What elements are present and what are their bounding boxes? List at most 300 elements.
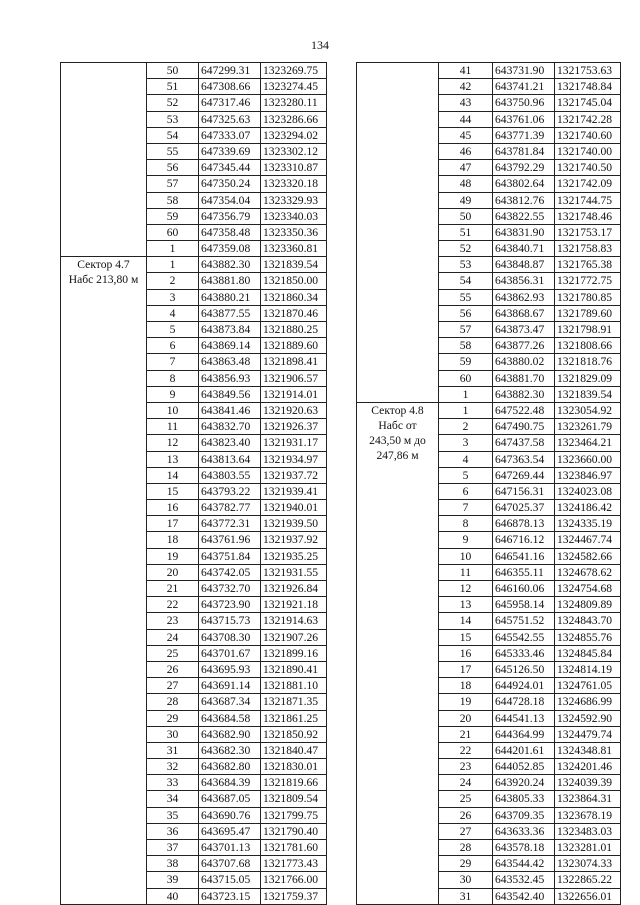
y-coordinate-cell: 1323310.87: [261, 160, 327, 176]
y-coordinate-cell: 1323294.02: [261, 127, 327, 143]
y-coordinate-cell: 1323329.93: [261, 192, 327, 208]
point-number-cell: 26: [147, 661, 199, 677]
x-coordinate-cell: 646878.13: [493, 516, 555, 532]
y-coordinate-cell: 1323660.00: [555, 451, 621, 467]
y-coordinate-cell: 1321753.63: [555, 63, 621, 79]
x-coordinate-cell: 643723.90: [199, 597, 261, 613]
right-coordinates-table: [356, 62, 621, 905]
point-number-cell: 55: [439, 289, 493, 305]
point-number-cell: 59: [439, 354, 493, 370]
y-coordinate-cell: 1324186.42: [555, 500, 621, 516]
point-number-cell: 32: [147, 759, 199, 775]
point-number-cell: 4: [147, 305, 199, 321]
x-coordinate-cell: 645751.52: [493, 613, 555, 629]
point-number-cell: 44: [439, 111, 493, 127]
point-number-cell: 56: [147, 160, 199, 176]
sector-label-line: Набс 213,80 м: [68, 273, 139, 287]
point-number-cell: 5: [439, 467, 493, 483]
y-coordinate-cell: 1321818.76: [555, 354, 621, 370]
y-coordinate-cell: 1324039.39: [555, 775, 621, 791]
y-coordinate-cell: 1321931.55: [261, 564, 327, 580]
point-number-cell: 58: [439, 338, 493, 354]
x-coordinate-cell: 643881.70: [493, 370, 555, 386]
y-coordinate-cell: 1321758.83: [555, 241, 621, 257]
point-number-cell: 12: [147, 435, 199, 451]
point-number-cell: 51: [439, 224, 493, 240]
x-coordinate-cell: 647308.66: [199, 79, 261, 95]
y-coordinate-cell: 1321926.84: [261, 581, 327, 597]
y-coordinate-cell: 1321789.60: [555, 305, 621, 321]
x-coordinate-cell: 647345.44: [199, 160, 261, 176]
point-number-cell: 26: [439, 807, 493, 823]
y-coordinate-cell: 1321926.37: [261, 419, 327, 435]
y-coordinate-cell: 1321772.75: [555, 273, 621, 289]
x-coordinate-cell: 643856.31: [493, 273, 555, 289]
y-coordinate-cell: 1324686.99: [555, 694, 621, 710]
x-coordinate-cell: 647025.37: [493, 500, 555, 516]
y-coordinate-cell: 1321748.84: [555, 79, 621, 95]
y-coordinate-cell: 1322656.01: [555, 888, 621, 904]
x-coordinate-cell: 643831.90: [493, 224, 555, 240]
x-coordinate-cell: 643684.39: [199, 775, 261, 791]
x-coordinate-cell: 643772.31: [199, 516, 261, 532]
x-coordinate-cell: 643542.40: [493, 888, 555, 904]
y-coordinate-cell: 1321809.54: [261, 791, 327, 807]
point-number-cell: 20: [439, 710, 493, 726]
x-coordinate-cell: 643708.30: [199, 629, 261, 645]
table-row: [61, 63, 327, 79]
x-coordinate-cell: 647156.31: [493, 483, 555, 499]
point-number-cell: 25: [439, 791, 493, 807]
point-number-cell: 50: [439, 208, 493, 224]
y-coordinate-cell: 1321907.26: [261, 629, 327, 645]
x-coordinate-cell: 643862.93: [493, 289, 555, 305]
point-number-cell: 53: [439, 257, 493, 273]
point-number-cell: 23: [439, 759, 493, 775]
y-coordinate-cell: 1321899.16: [261, 645, 327, 661]
y-coordinate-cell: 1323269.75: [261, 63, 327, 79]
y-coordinate-cell: 1323274.45: [261, 79, 327, 95]
y-coordinate-cell: 1323340.03: [261, 208, 327, 224]
point-number-cell: 15: [147, 483, 199, 499]
x-coordinate-cell: 643877.26: [493, 338, 555, 354]
y-coordinate-cell: 1324814.19: [555, 661, 621, 677]
point-number-cell: 58: [147, 192, 199, 208]
point-number-cell: 5: [147, 322, 199, 338]
y-coordinate-cell: 1321871.35: [261, 694, 327, 710]
y-coordinate-cell: 1321920.63: [261, 402, 327, 418]
x-coordinate-cell: 647325.63: [199, 111, 261, 127]
point-number-cell: 9: [439, 532, 493, 548]
sector-label-line: 243,50 м до: [369, 433, 426, 447]
x-coordinate-cell: 643863.48: [199, 354, 261, 370]
x-coordinate-cell: 647437.58: [493, 435, 555, 451]
y-coordinate-cell: 1324843.70: [555, 613, 621, 629]
x-coordinate-cell: 643832.70: [199, 419, 261, 435]
y-coordinate-cell: 1321939.41: [261, 483, 327, 499]
y-coordinate-cell: 1321765.38: [555, 257, 621, 273]
y-coordinate-cell: 1321890.41: [261, 661, 327, 677]
point-number-cell: 30: [439, 872, 493, 888]
point-number-cell: 8: [147, 370, 199, 386]
y-coordinate-cell: 1323074.33: [555, 856, 621, 872]
point-number-cell: 43: [439, 95, 493, 111]
x-coordinate-cell: 643869.14: [199, 338, 261, 354]
sector-label-line: Набс от: [378, 418, 417, 432]
point-number-cell: 48: [439, 176, 493, 192]
point-number-cell: 29: [147, 710, 199, 726]
y-coordinate-cell: 1323280.11: [261, 95, 327, 111]
point-number-cell: 7: [147, 354, 199, 370]
y-coordinate-cell: 1321753.17: [555, 224, 621, 240]
y-coordinate-cell: 1324348.81: [555, 742, 621, 758]
sector-cell: [357, 63, 439, 403]
point-number-cell: 54: [439, 273, 493, 289]
x-coordinate-cell: 647350.24: [199, 176, 261, 192]
y-coordinate-cell: 1321931.17: [261, 435, 327, 451]
point-number-cell: 41: [439, 63, 493, 79]
x-coordinate-cell: 643781.84: [493, 143, 555, 159]
x-coordinate-cell: 645542.55: [493, 629, 555, 645]
y-coordinate-cell: 1324479.74: [555, 726, 621, 742]
point-number-cell: 28: [147, 694, 199, 710]
x-coordinate-cell: 643731.90: [493, 63, 555, 79]
point-number-cell: 19: [147, 548, 199, 564]
point-number-cell: 49: [439, 192, 493, 208]
y-coordinate-cell: 1321914.01: [261, 386, 327, 402]
point-number-cell: 38: [147, 856, 199, 872]
x-coordinate-cell: 647522.48: [493, 402, 555, 418]
x-coordinate-cell: 643793.22: [199, 483, 261, 499]
x-coordinate-cell: 643802.64: [493, 176, 555, 192]
point-number-cell: 30: [147, 726, 199, 742]
y-coordinate-cell: 1321799.75: [261, 807, 327, 823]
y-coordinate-cell: 1324335.19: [555, 516, 621, 532]
x-coordinate-cell: 643578.18: [493, 840, 555, 856]
y-coordinate-cell: 1321906.57: [261, 370, 327, 386]
x-coordinate-cell: 645126.50: [493, 661, 555, 677]
x-coordinate-cell: 645333.46: [493, 645, 555, 661]
y-coordinate-cell: 1321798.91: [555, 322, 621, 338]
y-coordinate-cell: 1321898.41: [261, 354, 327, 370]
y-coordinate-cell: 1321921.18: [261, 597, 327, 613]
x-coordinate-cell: 643812.76: [493, 192, 555, 208]
sector-label-line: Сектор 4.7: [77, 258, 130, 272]
y-coordinate-cell: 1321914.63: [261, 613, 327, 629]
x-coordinate-cell: 647359.08: [199, 241, 261, 257]
y-coordinate-cell: 1321745.04: [555, 95, 621, 111]
y-coordinate-cell: 1322865.22: [555, 872, 621, 888]
x-coordinate-cell: 643856.93: [199, 370, 261, 386]
point-number-cell: 1: [439, 386, 493, 402]
y-coordinate-cell: 1321889.60: [261, 338, 327, 354]
point-number-cell: 4: [439, 451, 493, 467]
x-coordinate-cell: 643695.47: [199, 823, 261, 839]
x-coordinate-cell: 643771.39: [493, 127, 555, 143]
y-coordinate-cell: 1321850.00: [261, 273, 327, 289]
point-number-cell: 34: [147, 791, 199, 807]
y-coordinate-cell: 1321780.85: [555, 289, 621, 305]
point-number-cell: 35: [147, 807, 199, 823]
x-coordinate-cell: 643868.67: [493, 305, 555, 321]
x-coordinate-cell: 643684.58: [199, 710, 261, 726]
point-number-cell: 10: [147, 402, 199, 418]
point-number-cell: 59: [147, 208, 199, 224]
point-number-cell: 6: [147, 338, 199, 354]
y-coordinate-cell: 1321830.01: [261, 759, 327, 775]
x-coordinate-cell: 643841.46: [199, 402, 261, 418]
table-row: [61, 257, 327, 273]
point-number-cell: 13: [147, 451, 199, 467]
point-number-cell: 28: [439, 840, 493, 856]
y-coordinate-cell: 1321870.46: [261, 305, 327, 321]
point-number-cell: 3: [147, 289, 199, 305]
point-number-cell: 51: [147, 79, 199, 95]
x-coordinate-cell: 643691.14: [199, 678, 261, 694]
point-number-cell: 46: [439, 143, 493, 159]
point-number-cell: 1: [439, 402, 493, 418]
point-number-cell: 17: [147, 516, 199, 532]
point-number-cell: 1: [147, 257, 199, 273]
point-number-cell: 56: [439, 305, 493, 321]
y-coordinate-cell: 1323054.92: [555, 402, 621, 418]
point-number-cell: 33: [147, 775, 199, 791]
sector-cell: [61, 257, 147, 905]
point-number-cell: 15: [439, 629, 493, 645]
y-coordinate-cell: 1321742.28: [555, 111, 621, 127]
x-coordinate-cell: 643873.47: [493, 322, 555, 338]
page-number: 134: [311, 38, 329, 52]
point-number-cell: 2: [147, 273, 199, 289]
x-coordinate-cell: 643690.76: [199, 807, 261, 823]
point-number-cell: 13: [439, 597, 493, 613]
x-coordinate-cell: 646541.16: [493, 548, 555, 564]
x-coordinate-cell: 643544.42: [493, 856, 555, 872]
point-number-cell: 23: [147, 613, 199, 629]
x-coordinate-cell: 644728.18: [493, 694, 555, 710]
point-number-cell: 7: [439, 500, 493, 516]
x-coordinate-cell: 643792.29: [493, 160, 555, 176]
x-coordinate-cell: 643920.24: [493, 775, 555, 791]
point-number-cell: 22: [439, 742, 493, 758]
x-coordinate-cell: 643715.73: [199, 613, 261, 629]
x-coordinate-cell: 643532.45: [493, 872, 555, 888]
point-number-cell: 2: [439, 419, 493, 435]
y-coordinate-cell: 1321880.25: [261, 322, 327, 338]
x-coordinate-cell: 643687.05: [199, 791, 261, 807]
y-coordinate-cell: 1323261.79: [555, 419, 621, 435]
point-number-cell: 25: [147, 645, 199, 661]
point-number-cell: 27: [439, 823, 493, 839]
point-number-cell: 45: [439, 127, 493, 143]
y-coordinate-cell: 1321937.92: [261, 532, 327, 548]
point-number-cell: 52: [147, 95, 199, 111]
x-coordinate-cell: 643709.35: [493, 807, 555, 823]
point-number-cell: 57: [147, 176, 199, 192]
point-number-cell: 16: [147, 500, 199, 516]
y-coordinate-cell: 1321808.66: [555, 338, 621, 354]
x-coordinate-cell: 643813.64: [199, 451, 261, 467]
point-number-cell: 11: [147, 419, 199, 435]
table-row: [357, 402, 621, 418]
point-number-cell: 6: [439, 483, 493, 499]
x-coordinate-cell: 643750.96: [493, 95, 555, 111]
x-coordinate-cell: 647333.07: [199, 127, 261, 143]
x-coordinate-cell: 644052.85: [493, 759, 555, 775]
point-number-cell: 24: [439, 775, 493, 791]
y-coordinate-cell: 1321839.54: [261, 257, 327, 273]
x-coordinate-cell: 643701.13: [199, 840, 261, 856]
point-number-cell: 31: [439, 888, 493, 904]
y-coordinate-cell: 1323864.31: [555, 791, 621, 807]
point-number-cell: 29: [439, 856, 493, 872]
x-coordinate-cell: 643751.84: [199, 548, 261, 564]
sector-label-line: 247,86 м: [376, 448, 419, 462]
x-coordinate-cell: 643880.02: [493, 354, 555, 370]
x-coordinate-cell: 643715.05: [199, 872, 261, 888]
sector-label-line: Сектор 4.8: [371, 403, 424, 417]
y-coordinate-cell: 1323846.97: [555, 467, 621, 483]
point-number-cell: 31: [147, 742, 199, 758]
y-coordinate-cell: 1323302.12: [261, 143, 327, 159]
point-number-cell: 9: [147, 386, 199, 402]
x-coordinate-cell: 644924.01: [493, 678, 555, 694]
y-coordinate-cell: 1321937.72: [261, 467, 327, 483]
y-coordinate-cell: 1323286.66: [261, 111, 327, 127]
x-coordinate-cell: 647358.48: [199, 224, 261, 240]
x-coordinate-cell: 643741.21: [493, 79, 555, 95]
point-number-cell: 18: [147, 532, 199, 548]
x-coordinate-cell: 643782.77: [199, 500, 261, 516]
y-coordinate-cell: 1321742.09: [555, 176, 621, 192]
y-coordinate-cell: 1321819.66: [261, 775, 327, 791]
y-coordinate-cell: 1324754.68: [555, 581, 621, 597]
x-coordinate-cell: 643701.67: [199, 645, 261, 661]
point-number-cell: 10: [439, 548, 493, 564]
point-number-cell: 14: [147, 467, 199, 483]
y-coordinate-cell: 1324201.46: [555, 759, 621, 775]
x-coordinate-cell: 647317.46: [199, 95, 261, 111]
x-coordinate-cell: 643881.80: [199, 273, 261, 289]
y-coordinate-cell: 1321934.97: [261, 451, 327, 467]
point-number-cell: 39: [147, 872, 199, 888]
y-coordinate-cell: 1324761.05: [555, 678, 621, 694]
point-number-cell: 24: [147, 629, 199, 645]
y-coordinate-cell: 1324582.66: [555, 548, 621, 564]
point-number-cell: 21: [147, 581, 199, 597]
point-number-cell: 42: [439, 79, 493, 95]
x-coordinate-cell: 643707.68: [199, 856, 261, 872]
x-coordinate-cell: 643877.55: [199, 305, 261, 321]
point-number-cell: 47: [439, 160, 493, 176]
y-coordinate-cell: 1323360.81: [261, 241, 327, 257]
point-number-cell: 3: [439, 435, 493, 451]
point-number-cell: 60: [439, 370, 493, 386]
point-number-cell: 19: [439, 694, 493, 710]
x-coordinate-cell: 647299.31: [199, 63, 261, 79]
point-number-cell: 8: [439, 516, 493, 532]
y-coordinate-cell: 1321759.37: [261, 888, 327, 904]
y-coordinate-cell: 1321829.09: [555, 370, 621, 386]
y-coordinate-cell: 1321860.34: [261, 289, 327, 305]
y-coordinate-cell: 1321840.47: [261, 742, 327, 758]
point-number-cell: 40: [147, 888, 199, 904]
point-number-cell: 50: [147, 63, 199, 79]
x-coordinate-cell: 643682.80: [199, 759, 261, 775]
x-coordinate-cell: 643805.33: [493, 791, 555, 807]
x-coordinate-cell: 643823.40: [199, 435, 261, 451]
y-coordinate-cell: 1323281.01: [555, 840, 621, 856]
x-coordinate-cell: 643633.36: [493, 823, 555, 839]
y-coordinate-cell: 1321781.60: [261, 840, 327, 856]
x-coordinate-cell: 646716.12: [493, 532, 555, 548]
point-number-cell: 53: [147, 111, 199, 127]
x-coordinate-cell: 645958.14: [493, 597, 555, 613]
x-coordinate-cell: 644541.13: [493, 710, 555, 726]
table-row: [357, 63, 621, 79]
x-coordinate-cell: 643803.55: [199, 467, 261, 483]
point-number-cell: 17: [439, 661, 493, 677]
x-coordinate-cell: 643732.70: [199, 581, 261, 597]
y-coordinate-cell: 1321861.25: [261, 710, 327, 726]
y-coordinate-cell: 1321766.00: [261, 872, 327, 888]
point-number-cell: 52: [439, 241, 493, 257]
point-number-cell: 1: [147, 241, 199, 257]
x-coordinate-cell: 643849.56: [199, 386, 261, 402]
y-coordinate-cell: 1324845.84: [555, 645, 621, 661]
y-coordinate-cell: 1321790.40: [261, 823, 327, 839]
y-coordinate-cell: 1321773.43: [261, 856, 327, 872]
y-coordinate-cell: 1324678.62: [555, 564, 621, 580]
y-coordinate-cell: 1321850.92: [261, 726, 327, 742]
x-coordinate-cell: 647269.44: [493, 467, 555, 483]
y-coordinate-cell: 1321939.50: [261, 516, 327, 532]
y-coordinate-cell: 1321740.50: [555, 160, 621, 176]
point-number-cell: 20: [147, 564, 199, 580]
point-number-cell: 21: [439, 726, 493, 742]
point-number-cell: 55: [147, 143, 199, 159]
x-coordinate-cell: 646355.11: [493, 564, 555, 580]
x-coordinate-cell: 643848.87: [493, 257, 555, 273]
point-number-cell: 18: [439, 678, 493, 694]
x-coordinate-cell: 643695.93: [199, 661, 261, 677]
x-coordinate-cell: 647354.04: [199, 192, 261, 208]
y-coordinate-cell: 1323464.21: [555, 435, 621, 451]
x-coordinate-cell: 643682.30: [199, 742, 261, 758]
y-coordinate-cell: 1324592.90: [555, 710, 621, 726]
y-coordinate-cell: 1321748.46: [555, 208, 621, 224]
point-number-cell: 16: [439, 645, 493, 661]
point-number-cell: 12: [439, 581, 493, 597]
point-number-cell: 11: [439, 564, 493, 580]
y-coordinate-cell: 1321935.25: [261, 548, 327, 564]
x-coordinate-cell: 647339.69: [199, 143, 261, 159]
y-coordinate-cell: 1323350.36: [261, 224, 327, 240]
x-coordinate-cell: 647363.54: [493, 451, 555, 467]
y-coordinate-cell: 1323678.19: [555, 807, 621, 823]
x-coordinate-cell: 644364.99: [493, 726, 555, 742]
y-coordinate-cell: 1321940.01: [261, 500, 327, 516]
y-coordinate-cell: 1324855.76: [555, 629, 621, 645]
y-coordinate-cell: 1321881.10: [261, 678, 327, 694]
x-coordinate-cell: 643723.15: [199, 888, 261, 904]
x-coordinate-cell: 646160.06: [493, 581, 555, 597]
y-coordinate-cell: 1324467.74: [555, 532, 621, 548]
y-coordinate-cell: 1324809.89: [555, 597, 621, 613]
x-coordinate-cell: 643742.05: [199, 564, 261, 580]
point-number-cell: 36: [147, 823, 199, 839]
y-coordinate-cell: 1321744.75: [555, 192, 621, 208]
